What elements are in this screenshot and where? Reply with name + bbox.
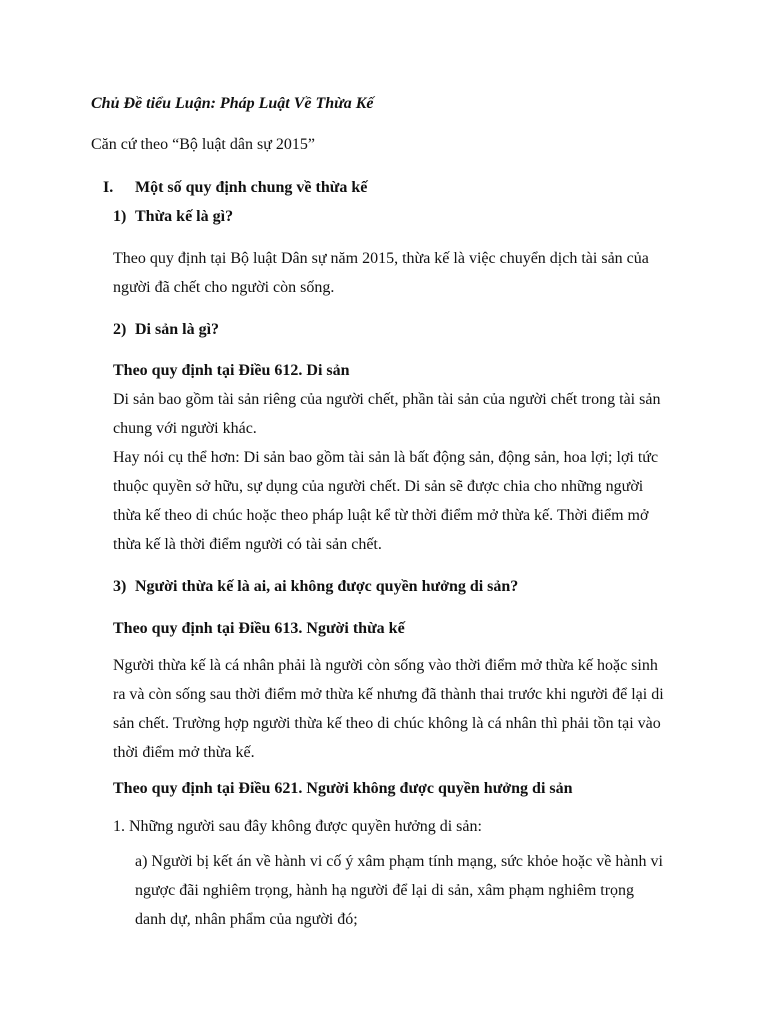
question-2-heading [113,320,219,340]
paragraph-line: chung với người khác. [113,420,257,437]
question-3-title: Người thừa kế là ai, ai không được quyền hưởng di sản? [135,578,519,595]
article-613-heading: Theo quy định tại Điều 613. Người thừa kế [113,620,405,637]
paragraph-line: thời điểm mở thừa kế. [113,744,255,761]
article-621-heading: Theo quy định tại Điều 621. Người không được quyền hưởng di sản [113,780,573,797]
question-1-number: 1) [113,208,127,225]
paragraph-line: ra và còn sống sau thời điểm mở thừa kế nhưng đã thành thai trước khi người để lại di [113,686,664,703]
paragraph-line: người đã chết cho người còn sống. [113,279,335,296]
section-heading [103,178,367,198]
clause-a-line: a) Người bị kết án về hành vi cố ý xâm phạm tính mạng, sức khỏe hoặc về hành vi [135,853,663,870]
article-612-heading: Theo quy định tại Điều 612. Di sản [113,362,350,379]
paragraph-line: thừa kế theo di chúc hoặc theo pháp luật kể từ thời điểm mở thừa kế. Thời điểm mở [113,507,649,524]
paragraph-line: thừa kế là thời điểm người có tài sản chết. [113,536,382,553]
paragraph-line: Di sản bao gồm tài sản riêng của người chết, phần tài sản của người chết trong tài sản [113,391,661,408]
clause-1: 1. Những người sau đây không được quyền hưởng di sản: [113,818,482,835]
question-2-number: 2) [113,321,127,338]
paragraph-line: Người thừa kế là cá nhân phải là người còn sống vào thời điểm mở thừa kế hoặc sinh [113,657,658,674]
section-title: Một số quy định chung về thừa kế [135,179,368,196]
paragraph-line: Hay nói cụ thể hơn: Di sản bao gồm tài sản là bất động sản, động sản, hoa lợi; lợi tức [113,449,659,466]
paragraph-line: Theo quy định tại Bộ luật Dân sự năm 2015, thừa kế là việc chuyển dịch tài sản của [113,250,649,267]
document-title: Chủ Đề tiểu Luận: Pháp Luật Về Thừa Kế [91,95,374,112]
question-1-heading [113,207,233,227]
clause-a-line: danh dự, nhân phẩm của người đó; [135,911,358,928]
question-2-title: Di sản là gì? [135,321,220,338]
section-numeral: I. [103,179,114,196]
question-1-title: Thừa kế là gì? [135,208,234,225]
clause-a-line: ngược đãi nghiêm trọng, hành hạ người để lại di sản, xâm phạm nghiêm trọng [135,882,635,899]
legal-basis: Căn cứ theo “Bộ luật dân sự 2015” [91,136,315,153]
paragraph-line: thuộc quyền sở hữu, sự dụng của người chết. Di sản sẽ được chia cho những người [113,478,644,495]
paragraph-line: sản chết. Trường hợp người thừa kế theo di chúc không là cá nhân thì phải tồn tại vào [113,715,661,732]
question-3-number: 3) [113,578,127,595]
question-3-heading [113,577,518,597]
